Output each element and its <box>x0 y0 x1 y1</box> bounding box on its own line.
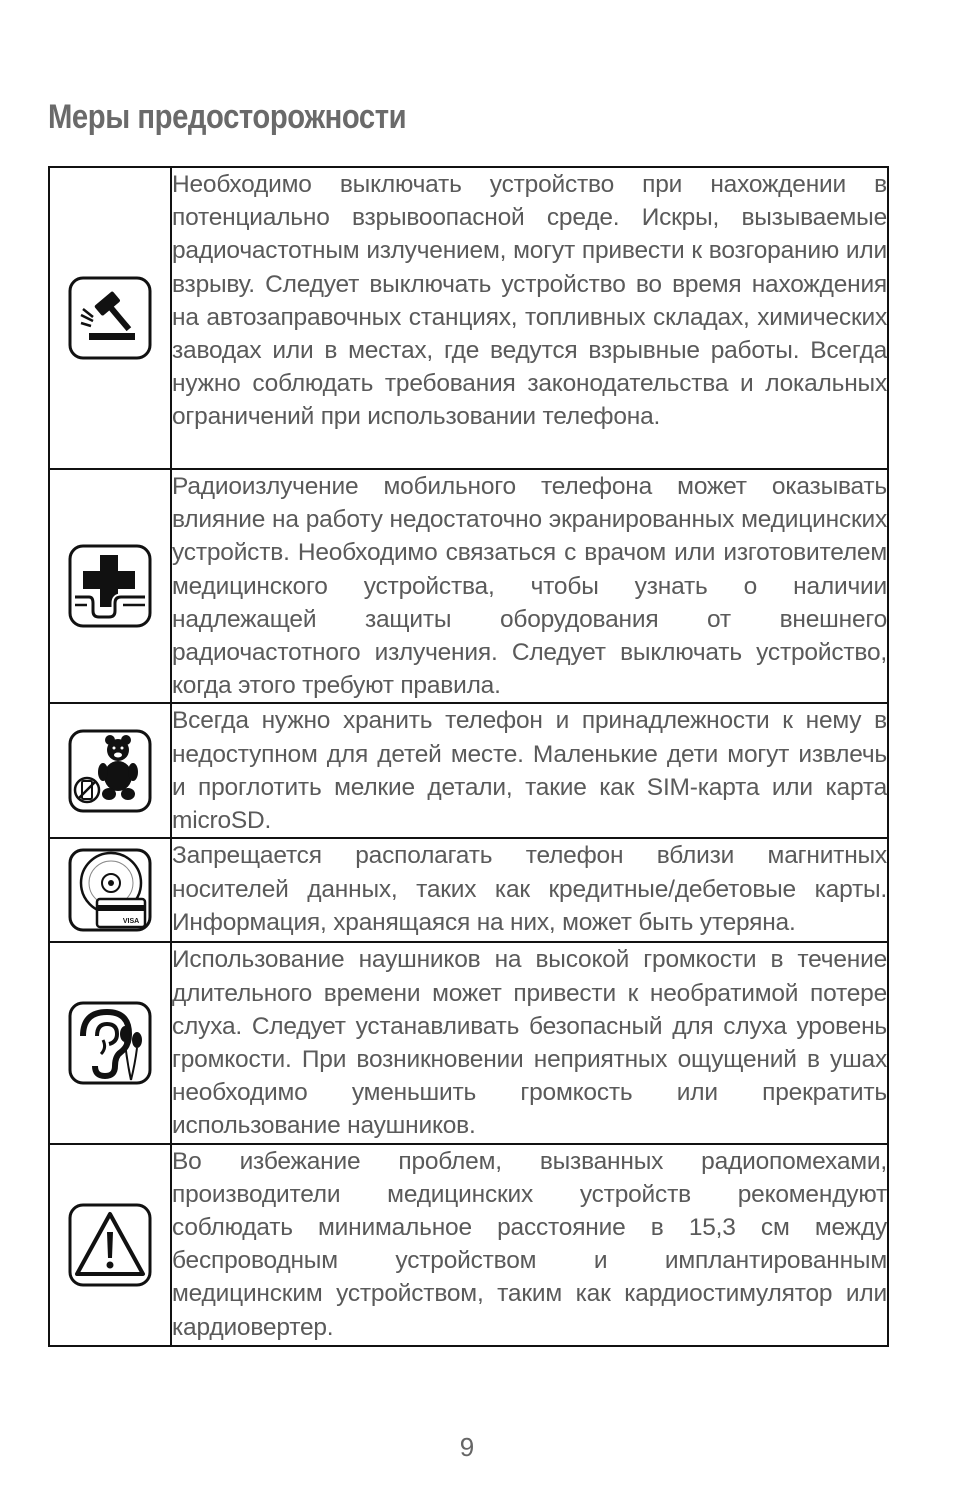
explosion-hazard-icon <box>67 275 153 361</box>
page-title: Меры предосторожности <box>48 98 407 136</box>
hearing-protection-icon <box>67 1000 153 1086</box>
row-text: Необходимо выключать устройство при нахождении в потенциально взрывоопасной среде. Искры, вызываемые радиочастотным излучением, могут привести к возгоранию или взрыву. Следует выключать устройство во время нахождения на автозаправочных станциях, топливных складах, химических заводах или в местах, где ведутся взрывные работы. Всегда нужно соблюдать требования законодательства и локальных ограничений при использовании телефона. <box>172 171 887 431</box>
keep-away-from-children-icon <box>67 728 153 814</box>
card-label: VISA <box>122 918 140 926</box>
row-text: Всегда нужно хранить телефон и принадлежности к нему в недоступном для детей месте. Маленькие дети могут извлечь и проглотить мелкие детали, такие как SIM-карта или карта microSD. <box>172 707 887 835</box>
row-text: Использование наушников на высокой громкости в течение длительного времени может привести к необратимой потере слуха. Следует устанавливать безопасный для слуха уровень громкости. При возникновении неприятных ощущений в ушах необходимо уменьшить громкость или прекратить использование наушников. <box>172 946 887 1140</box>
page-number: 9 <box>459 1432 475 1462</box>
medical-device-icon <box>67 543 153 629</box>
table-row <box>49 167 888 469</box>
table-row <box>49 1144 888 1346</box>
table-row <box>49 703 888 838</box>
table-row <box>49 942 888 1143</box>
table-row <box>49 838 888 942</box>
magnetic-media-icon <box>67 847 153 933</box>
row-text: Запрещается располагать телефон вблизи магнитных носителей данных, таких как кредитные/дебетовые карты. Информация, хранящаяся на них, может быть утеряна. <box>172 842 887 936</box>
warning-icon <box>67 1202 153 1288</box>
row-text: Радиоизлучение мобильного телефона может оказывать влияние на работу недостаточно экранированных медицинских устройств. Необходимо связаться с врачом или изготовителем медицинского устройства, чтобы узнать о наличии надлежащей защиты оборудования от внешнего радиочастотного излучения. Следует выключать устройство, когда этого требуют правила. <box>172 473 887 700</box>
precautions-table <box>48 166 889 1347</box>
row-text: Во избежание проблем, вызванных радиопомехами, производители медицинских устройств рекомендуют соблюдать минимальное расстояние в 15,3 см между беспроводным устройством и имплантированным медицинским устройством, таким как кардиостимулятор или кардиовертер. <box>172 1147 887 1341</box>
table-row <box>49 469 888 703</box>
